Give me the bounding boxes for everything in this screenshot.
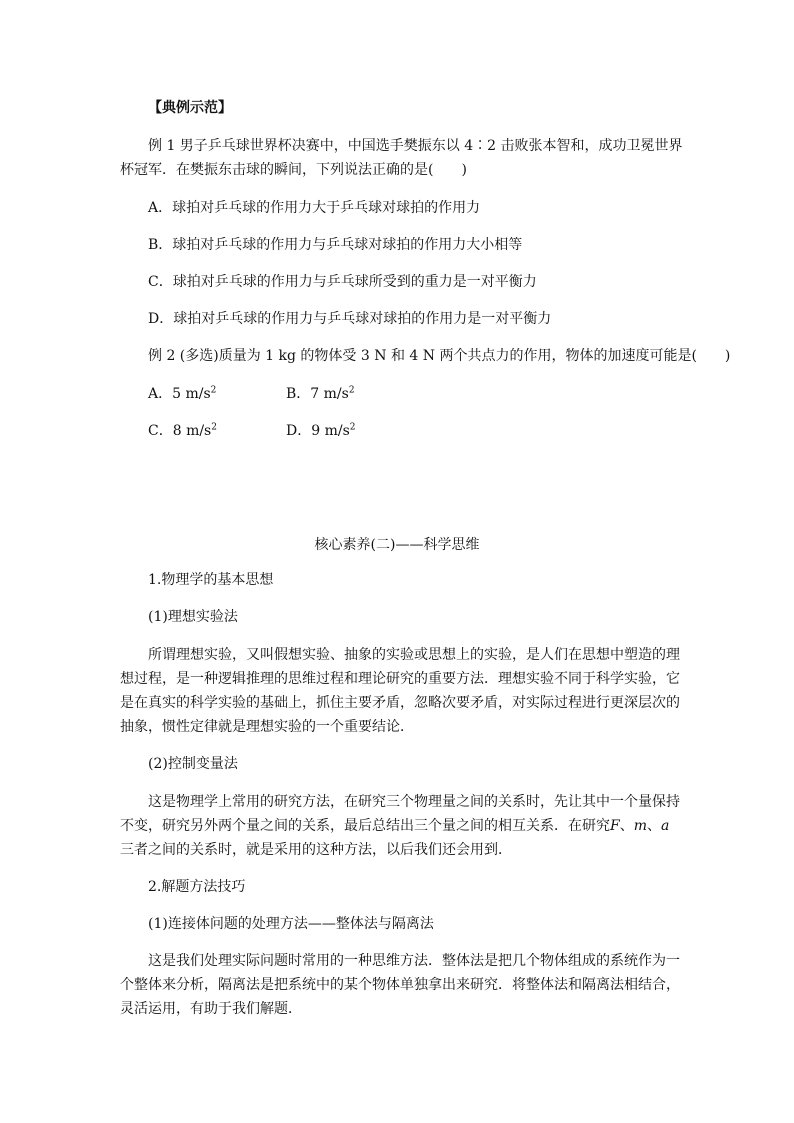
part1-sub1-para-line2: 想过程，是一种逻辑推理的思维过程和理论研究的重要方法．理想实验不同于科学实验，它	[120, 671, 680, 687]
example2-option-b: B．7 $m/s^2$	[286, 385, 355, 402]
part2-heading: 2.解题方法技巧	[148, 879, 246, 895]
part2-sub1-para-line2: 个整体来分析，隔离法是把系统中的某个物体单独拿出来研究．将整体法和隔离法相结合，	[120, 977, 680, 993]
part1-sub2-para-line3: 三者之间的关系时，就是采用的这种方法，以后我们还会用到．	[120, 842, 512, 858]
part1-sub2-heading: (2)控制变量法	[148, 756, 238, 772]
part1-heading: 1.物理学的基本思想	[148, 572, 274, 588]
example1-line2: 杯冠军．在樊振东击球的瞬间，下列说法正确的是( )	[120, 162, 467, 178]
part1-sub1-para-line1: 所谓理想实验，又叫假想实验、抽象的实验或思想上的实验，是人们在思想中塑造的理	[148, 647, 680, 663]
section-heading: 【典例示范】	[148, 100, 232, 116]
example1-option-b: B．球拍对乒乓球的作用力与乒乓球对球拍的作用力大小相等	[148, 237, 523, 253]
part1-sub2-para-line1: 这是物理学上常用的研究方法，在研究三个物理量之间的关系时，先让其中一个量保持	[148, 794, 680, 810]
example2-option-d: D．9 $m/s^2$	[286, 422, 356, 439]
part2-sub1-heading: (1)连接体问题的处理方法——整体法与隔离法	[148, 916, 434, 932]
part1-sub1-heading: (1)理想实验法	[148, 609, 238, 625]
part1-sub2-para-line2: 不变，研究另外两个量之间的关系，最后总结出三个量之间的相互关系．在研究F、m、a	[120, 818, 670, 834]
example1-line1: 例 1 男子乒乓球世界杯决赛中，中国选手樊振东以 4∶2 击败张本智和，成功卫冕世界	[148, 138, 683, 154]
example2-line1: 例 2 (多选)质量为 1 kg 的物体受 3 N 和 4 N 两个共点力的作用，物体的加速度可能是( )	[148, 348, 731, 364]
part2-sub1-para-line3: 灵活运用，有助于我们解题．	[120, 1001, 302, 1017]
example2-option-a: A．5 $m/s^2$	[148, 385, 217, 402]
example1-option-d: D．球拍对乒乓球的作用力与乒乓球对球拍的作用力是一对平衡力	[148, 311, 552, 327]
part1-sub1-para-line3: 是在真实的科学实验的基础上，抓住主要矛盾，忽略次要矛盾，对实际过程进行更深层次的	[120, 695, 680, 711]
part2-sub1-para-line1: 这是我们处理实际问题时常用的一种思维方法．整体法是把几个物体组成的系统作为一	[148, 953, 680, 969]
example2-option-c: C．8 $m/s^2$	[148, 422, 217, 439]
example1-option-c: C．球拍对乒乓球的作用力与乒乓球所受到的重力是一对平衡力	[148, 274, 537, 290]
part1-sub1-para-line4: 抽象，惯性定律就是理想实验的一个重要结论．	[120, 719, 414, 735]
example1-option-a: A．球拍对乒乓球的作用力大于乒乓球对球拍的作用力	[148, 200, 481, 216]
section2-title: 核心素养(二)——科学思维	[314, 537, 480, 553]
